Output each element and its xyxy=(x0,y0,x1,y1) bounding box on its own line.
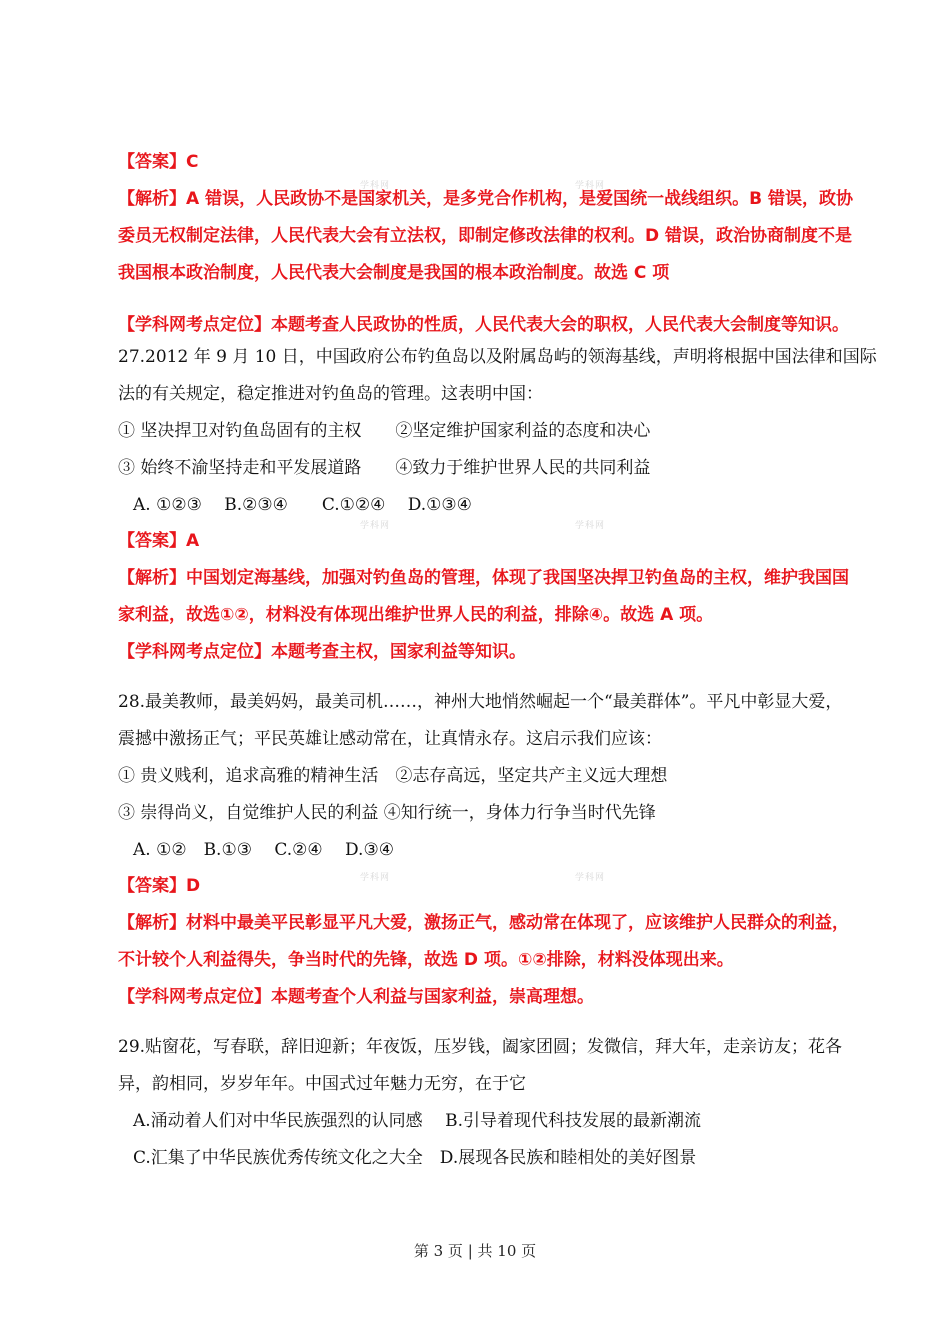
q28-answer: 【答案】D xyxy=(118,876,201,896)
watermark: 学科网 xyxy=(360,873,391,883)
watermark: 学科网 xyxy=(575,521,606,531)
watermark: 学科网 xyxy=(360,521,391,531)
watermark: 学科网 xyxy=(360,181,391,191)
q28-items-line-2: ③ 崇得尚义，自觉维护人民的利益 ④知行统一，身体力行争当时代先锋 xyxy=(118,803,656,823)
q29-stem-line-1: 29.贴窗花，写春联，辞旧迎新；年夜饭，压岁钱，阖家团圆；发微信，拜大年，走亲访友；花各 xyxy=(118,1037,843,1057)
watermark: 学科网 xyxy=(575,181,606,191)
q29-choices-line-2: C.汇集了中华民族优秀传统文化之大全 D.展现各民族和睦相处的美好图景 xyxy=(133,1148,697,1168)
q26-answer: 【答案】C xyxy=(118,152,199,172)
q27-location: 【学科网考点定位】本题考查主权，国家利益等知识。 xyxy=(118,642,526,662)
q27-stem-line-2: 法的有关规定，稳定推进对钓鱼岛的管理。这表明中国： xyxy=(118,384,543,404)
q27-answer: 【答案】A xyxy=(118,531,200,551)
q28-location: 【学科网考点定位】本题考查个人利益与国家利益，崇高理想。 xyxy=(118,987,594,1007)
q28-analysis-line-2: 不计较个人利益得失，争当时代的先锋，故选 D 项。①②排除，材料没体现出来。 xyxy=(118,950,734,970)
q27-items-line-1: ① 坚决捍卫对钓鱼岛固有的主权 ②坚定维护国家利益的态度和决心 xyxy=(118,421,651,441)
q26-analysis-line-2: 委员无权制定法律，人民代表大会有立法权，即制定修改法律的权利。D 错误，政治协商制度不是 xyxy=(118,226,853,246)
q28-items-line-1: ① 贵义贱利，追求高雅的精神生活 ②志存高远，坚定共产主义远大理想 xyxy=(118,766,668,786)
q28-stem-line-1: 28.最美教师，最美妈妈，最美司机……，神州大地悄然崛起一个“最美群体”。平凡中彰显大爱， xyxy=(118,692,843,712)
q26-analysis-line-3: 我国根本政治制度，人民代表大会制度是我国的根本政治制度。故选 C 项 xyxy=(118,263,670,283)
q27-analysis-line-1: 【解析】中国划定海基线，加强对钓鱼岛的管理，体现了我国坚决捍卫钓鱼岛的主权，维护我国国 xyxy=(118,568,849,588)
q27-stem-line-1: 27.2012 年 9 月 10 日，中国政府公布钓鱼岛以及附属岛屿的领海基线，声明将根据中国法律和国际 xyxy=(118,347,877,367)
q27-choices: A. ①②③ B.②③④ C.①②④ D.①③④ xyxy=(133,495,472,515)
q29-choices-line-1: A.涌动着人们对中华民族强烈的认同感 B.引导着现代科技发展的最新潮流 xyxy=(133,1111,701,1131)
q28-stem-line-2: 震撼中激扬正气；平民英雄让感动常在，让真情永存。这启示我们应该： xyxy=(118,729,662,749)
q26-analysis-line-1: 【解析】A 错误，人民政协不是国家机关，是多党合作机构，是爱国统一战线组织。B 错误，政协 xyxy=(118,189,853,209)
q29-stem-line-2: 异，韵相同，岁岁年年。中国式过年魅力无穷，在于它 xyxy=(118,1074,526,1094)
q28-choices: A. ①② B.①③ C.②④ D.③④ xyxy=(133,840,394,860)
watermark: 学科网 xyxy=(575,873,606,883)
q26-location: 【学科网考点定位】本题考查人民政协的性质，人民代表大会的职权，人民代表大会制度等知识。 xyxy=(118,315,849,335)
page-footer: 第 3 页 | 共 10 页 xyxy=(413,1242,537,1260)
q27-analysis-line-2: 家利益，故选①②，材料没有体现出维护世界人民的利益，排除④。故选 A 项。 xyxy=(118,605,714,625)
q27-items-line-2: ③ 始终不渝坚持走和平发展道路 ④致力于维护世界人民的共同利益 xyxy=(118,458,651,478)
q28-analysis-line-1: 【解析】材料中最美平民彰显平凡大爱，激扬正气，感动常在体现了，应该维护人民群众的利益， xyxy=(118,913,849,933)
